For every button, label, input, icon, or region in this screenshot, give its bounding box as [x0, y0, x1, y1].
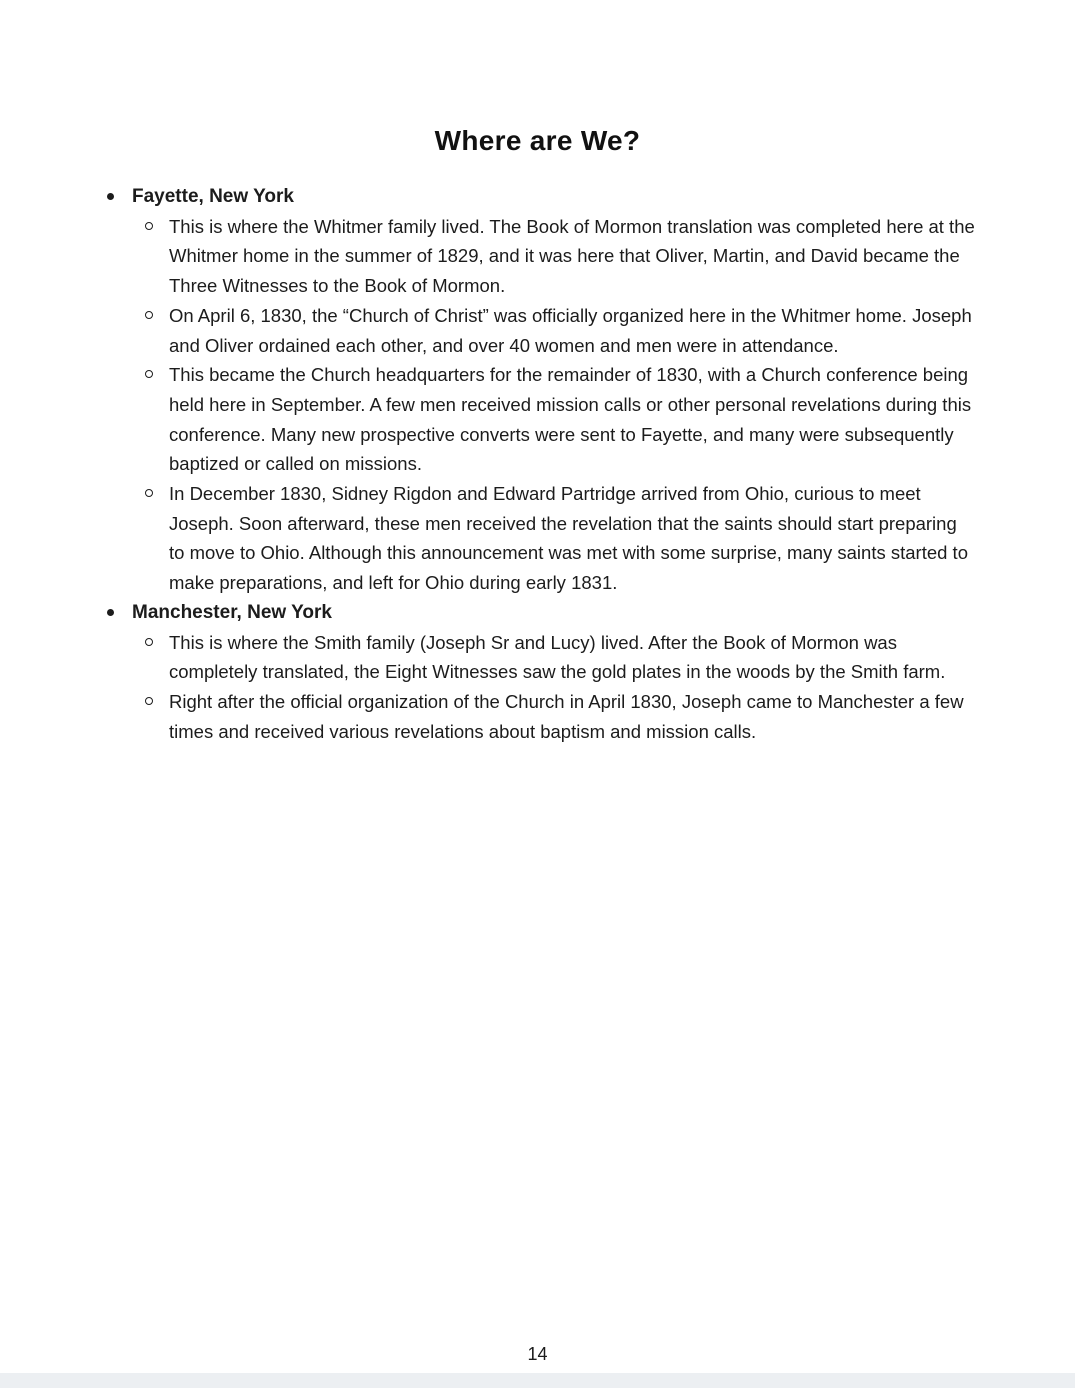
- subitem-text: This is where the Smith family (Joseph Sr and Lucy) lived. After the Book of Mormon was completely translated, the Eight Witnesses saw the gold plates in the woods by the Smith farm.: [169, 631, 946, 683]
- list-subitem: [145, 687, 980, 746]
- circle-marker-icon: [145, 370, 153, 378]
- circle-marker-icon: [145, 489, 153, 497]
- list-subitem: [145, 360, 980, 479]
- subitem-text: On April 6, 1830, the “Church of Christ” was officially organized here in the Whitmer home. Joseph and Oliver ordained each other, and over 40 women and men were in attendance.: [169, 304, 972, 356]
- list-subitem: [145, 301, 980, 360]
- list-item: [105, 598, 980, 628]
- bullet-list: [105, 182, 980, 746]
- circle-marker-icon: [145, 311, 153, 319]
- bullet-marker-icon: [107, 609, 114, 616]
- page-number: 14: [527, 1344, 548, 1364]
- circle-marker-icon: [145, 697, 153, 705]
- subitem-text: This is where the Whitmer family lived. The Book of Mormon translation was completed here at the Whitmer home in the summer of 1829, and it was here that Oliver, Martin, and David became the Three Witnesses to the Book of Mormon.: [169, 215, 975, 297]
- subitem-text: Right after the official organization of the Church in April 1830, Joseph came to Manchester a few times and received various revelations about baptism and mission calls.: [169, 690, 964, 742]
- bullet-heading: Fayette, New York: [132, 186, 294, 207]
- list-item: [105, 182, 980, 212]
- page-title: Where are We?: [434, 124, 641, 156]
- circle-marker-icon: [145, 222, 153, 230]
- bullet-heading: Manchester, New York: [132, 601, 332, 623]
- list-subitem: [145, 479, 980, 598]
- circle-marker-icon: [145, 638, 153, 646]
- subitem-text: This became the Church headquarters for the remainder of 1830, with a Church conference being held here in September. A few men received mission calls or other personal revelations during this conference. Many new prospective converts were sent to Fayette, and many were subsequently baptized or called on missions.: [169, 364, 972, 475]
- list-subitem: [145, 212, 980, 301]
- bullet-marker-icon: [107, 193, 114, 200]
- page-separator-strip: [0, 1373, 1075, 1388]
- subitem-text: In December 1830, Sidney Rigdon and Edward Partridge arrived from Ohio, curious to meet Joseph. Soon afterward, these men received the revelation that the saints should start preparing to move to Ohio. Although this announcement was met with some surprise, many saints started to make preparations, and left for Ohio during early 1831.: [169, 483, 968, 594]
- list-subitem: [145, 628, 980, 687]
